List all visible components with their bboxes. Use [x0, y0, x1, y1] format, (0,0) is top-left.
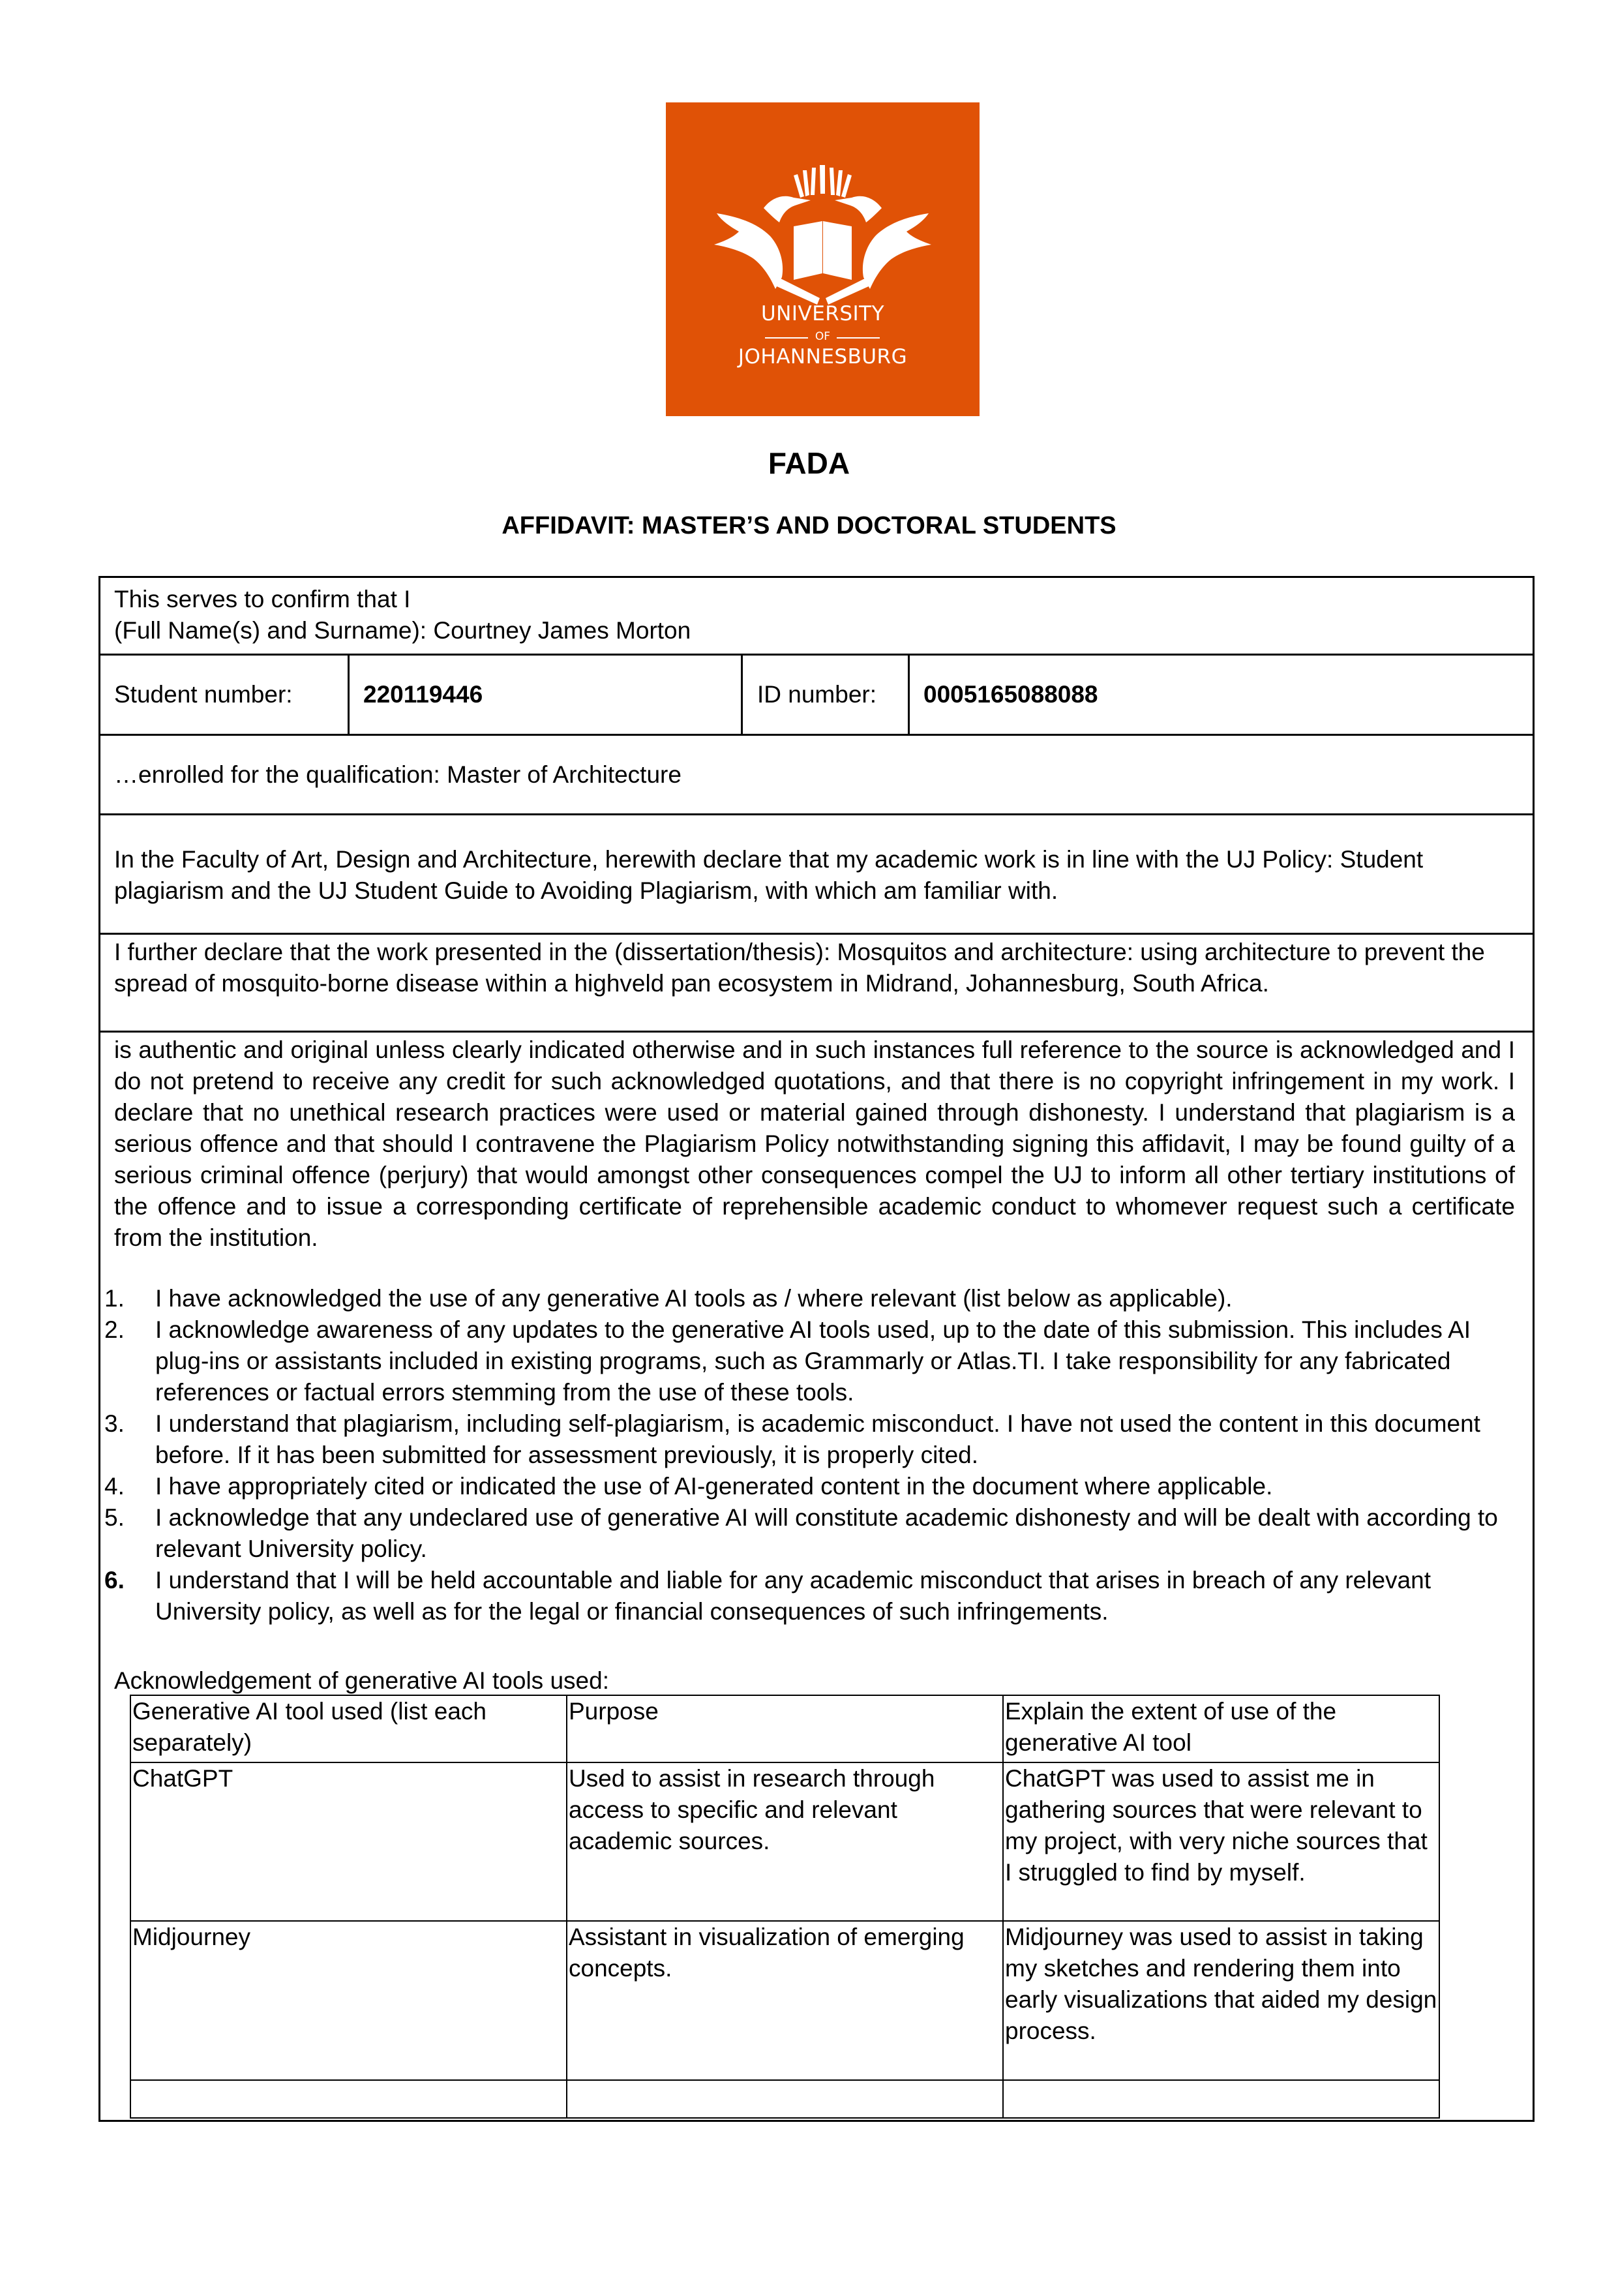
- form-divider: [98, 933, 1533, 935]
- logo-text-university: UNIVERSITY: [760, 302, 885, 325]
- table-cell: ChatGPT was used to assist me in gathering sources that were relevant to my project, with very niche sources that I struggled to find by myself.: [1003, 1762, 1439, 1921]
- list-text: I understand that plagiarism, including self-plagiarism, is academic misconduct. I have not used the content in this document before. If it has been submitted for assessment previously, it is properly cited.: [155, 1410, 1480, 1468]
- list-text: I have acknowledged the use of any generative AI tools as / where relevant (list below as applicable).: [155, 1285, 1233, 1312]
- full-name-label: (Full Name(s) and Surname):: [114, 617, 427, 644]
- list-item: [104, 1471, 1516, 1502]
- list-item: [104, 1502, 1516, 1565]
- list-number: 4.: [104, 1473, 125, 1500]
- list-text: I understand that I will be held accountable and liable for any academic misconduct that arises in breach of any relevant University policy, as well as for the legal or financial consequences of such infringements.: [155, 1567, 1431, 1625]
- logo-divider: [837, 337, 880, 339]
- ai-tools-heading: Acknowledgement of generative AI tools used:: [114, 1667, 609, 1694]
- declaration-list: [104, 1283, 1516, 1627]
- faculty-declaration: In the Faculty of Art, Design and Architecture, herewith declare that my academic work is in line with the UJ Policy: Student plagiarism and the UJ Student Guide to Avoiding Plagiarism, with which am familiar with.: [114, 846, 1424, 904]
- list-number: 6.: [104, 1567, 125, 1594]
- list-item: [104, 1408, 1516, 1471]
- form-divider: [98, 654, 1533, 656]
- table-cell: Assistant in visualization of emerging concepts.: [567, 1921, 1003, 2080]
- column-header: Explain the extent of use of the generative AI tool: [1003, 1695, 1439, 1762]
- form-divider: [98, 734, 1533, 736]
- document-title: AFFIDAVIT: MASTER’S AND DOCTORAL STUDENTS: [502, 512, 1116, 539]
- table-header-row: [130, 1695, 1439, 1762]
- id-number-label: ID number:: [757, 681, 877, 708]
- student-number-label: Student number:: [114, 681, 293, 708]
- id-number-value: 0005165088088: [923, 681, 1098, 708]
- column-header: Generative AI tool used (list each separately): [130, 1695, 567, 1762]
- table-cell: ChatGPT: [130, 1762, 567, 1921]
- student-number-value: 220119446: [363, 681, 483, 708]
- university-logo: [666, 102, 980, 416]
- qualification-label: …enrolled for the qualification:: [114, 761, 440, 788]
- list-item: [104, 1314, 1516, 1408]
- table-cell: [1003, 2080, 1439, 2118]
- list-text: I acknowledge that any undeclared use of generative AI will constitute academic dishonesty and will be dealt with according to relevant University policy.: [155, 1504, 1498, 1562]
- full-name-row: [114, 615, 691, 646]
- table-row: [130, 1921, 1439, 2080]
- ai-tools-table: [130, 1695, 1440, 2119]
- list-item: [104, 1283, 1516, 1314]
- list-number: 1.: [104, 1285, 125, 1312]
- confirm-text: This serves to confirm that I: [114, 586, 411, 612]
- authenticity-statement: is authentic and original unless clearly indicated otherwise and in such instances full reference to the source is acknowledged and I do not pretend to receive any credit for such acknowledged quotations, and that there is no copyright infringement in my work. I declare that no unethical research practices were used or material gained through dishonesty. I understand that plagiarism is a serious offence and that should I contravene the Plagiarism Policy notwithstanding signing this affidavit, I may be found guilty of a serious criminal offence (perjury) that would amongst other consequences compel the UJ to inform all other tertiary institutions of the offence and to issue a corresponding certificate of reprehensible academic conduct to whomever request such a certificate from the institution.: [114, 1036, 1515, 1251]
- table-cell: [567, 2080, 1003, 2118]
- cell-divider: [741, 654, 743, 734]
- table-cell: [130, 2080, 567, 2118]
- full-name-value: Courtney James Morton: [433, 617, 691, 644]
- logo-text-of: OF: [815, 330, 831, 343]
- qualification-value: Master of Architecture: [447, 761, 682, 788]
- form-divider: [98, 1031, 1533, 1033]
- table-cell: Used to assist in research through access to specific and relevant academic sources.: [567, 1762, 1003, 1921]
- form-divider: [98, 813, 1533, 815]
- column-header: Purpose: [567, 1695, 1003, 1762]
- faculty-title: FADA: [768, 446, 850, 480]
- table-row-empty: [130, 2080, 1439, 2118]
- table-cell: Midjourney was used to assist in taking my sketches and rendering them into early visualizations that aided my design process.: [1003, 1921, 1439, 2080]
- qualification-row: [114, 759, 682, 791]
- table-cell: Midjourney: [130, 1921, 567, 2080]
- list-number: 5.: [104, 1504, 125, 1531]
- cell-divider: [348, 654, 350, 734]
- list-number: 3.: [104, 1410, 125, 1437]
- list-number: 2.: [104, 1316, 125, 1343]
- uj-crest-icon: [666, 102, 980, 416]
- list-item: [104, 1565, 1516, 1627]
- table-row: [130, 1762, 1439, 1921]
- list-text: I acknowledge awareness of any updates to the generative AI tools used, up to the date of this submission. This includes AI plug-ins or assistants included in existing programs, such as Grammarly or Atlas.TI. I take responsibility for any fabricated references or factual errors stemming from the use of these tools.: [155, 1316, 1471, 1406]
- work-declaration: I further declare that the work presented in the (dissertation/thesis): Mosquitos and architecture: using architecture to prevent the spread of mosquito-borne disease within a highveld pan ecosystem in Midrand, Johannesburg, South Africa.: [114, 939, 1485, 997]
- logo-text-johannesburg: JOHANNESBURG: [738, 345, 908, 369]
- cell-divider: [908, 654, 910, 734]
- list-text: I have appropriately cited or indicated the use of AI-generated content in the document where applicable.: [155, 1473, 1273, 1500]
